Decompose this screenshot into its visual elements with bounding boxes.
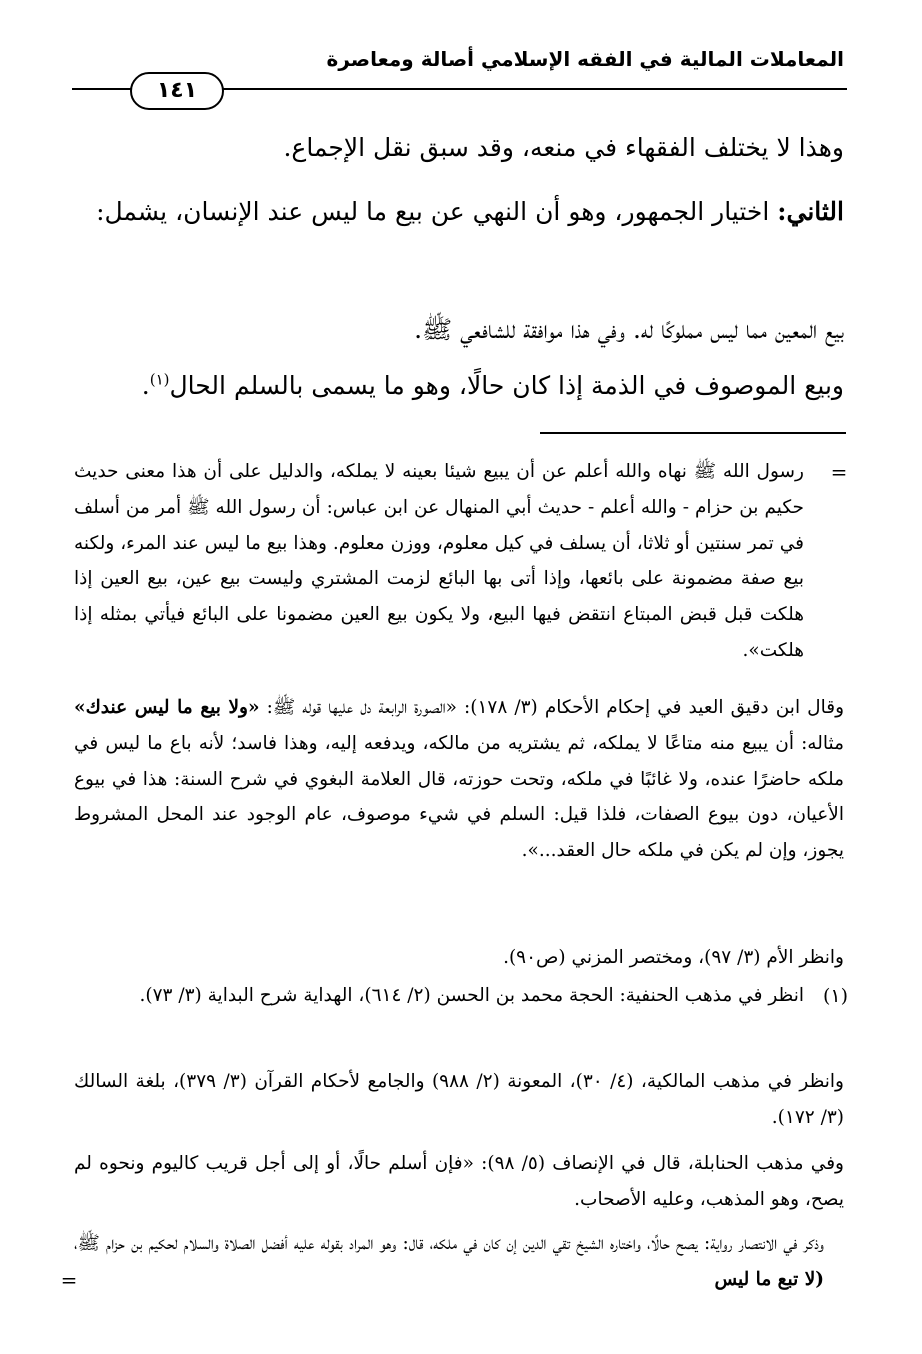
footnote-1-hanafi: انظر في مذهب الحنفية: الحجة محمد بن الحسن (٢/ ٦١٤)، الهداية شرح البداية (٣/ ٧٣).: [139, 985, 804, 1006]
hadith-quote: «ولا بيع ما ليس عندك»: [74, 697, 260, 718]
paragraph-text: اختيار الجمهور، وهو أن النهي عن بيع ما ليس عند الإنسان، يشمل:: [96, 197, 778, 226]
footnote-1-hanbali: وفي مذهب الحنابلة، قال في الإنصاف (٥/ ٩٨): «فإن أسلم حالًا، أو إلى أجل قريب كاليوم ونحوه لم يصح، وهو المذهب، وعليه الأصحاب.: [74, 1153, 844, 1210]
main-paragraph-3: بيع المعين مما ليس مملوكًا له. وفي هذا موافقة للشافعي ﷺ.: [414, 315, 844, 344]
running-head-title: المعاملات المالية في الفقه الإسلامي أصالة ومعاصرة: [326, 47, 844, 71]
continuation-mark: =: [830, 460, 848, 484]
paragraph-period: .: [141, 371, 150, 400]
footnote-text: مثاله: أن يبيع منه متاعًا لا يملكه، ثم يشتريه من مالكه، ويدفعه إليه، وهذا فاسد؛ لأنه باع ما ليس في ملكه حاضرًا عنده، ولا غائبًا في ملكه، وتحت حوزته، قال العلامة البغوي في شرح السنة: هذا في بيوع الأعيان، دون بيوع الصفات، فلذا قيل: السلم في شيء موصوف، عام الوجود عند المحل المشروط يجوز، وإن لم يكن في ملكه حال العقد...».: [74, 732, 844, 862]
main-paragraph-4: [74, 370, 844, 402]
footnote-text: وقال ابن دقيق العيد في إحكام الأحكام (٣/ ١٧٨): «الصورة الرابعة دل عليها قوله ﷺ:: [266, 697, 844, 718]
footnote-separator: [540, 432, 846, 434]
footnote-reference[interactable]: (١): [149, 370, 170, 389]
footnote-ibn-daqiq: [74, 690, 844, 869]
continuation-mark: =: [60, 1268, 78, 1292]
footnote-continuation: رسول الله ﷺ نهاه والله أعلم عن أن يبيع شيئا بعينه لا يملكه، والدليل على أن هذا معنى حديث حكيم بن حزام - والله أعلم - حديث أبي المنهال عن ابن عباس: أن رسول الله ﷺ أمر من أسلف في تمر سنتين أو ثلاثا، أن يسلف في كيل معلوم، ووزن معلوم. وهذا بيع ما ليس عند المرء، ولكنه بيع صفة مضمونة على بائعها، وإذا أتى بها البائع لزمت المشتري وليست بيع عين، بيع العين إذا هلكت قبل قبض المبتاع انتقض فيها البيع، ولا يكون بيع العين مضمونا على البائع فيأتي بمثله إذا هلكت».: [74, 461, 804, 661]
page-number: ١٤١: [130, 72, 224, 110]
footnote-1-maliki: وانظر في مذهب المالكية، (٤/ ٣٠)، المعونة (٢/ ٩٨٨) والجامع لأحكام القرآن (٣/ ٣٧٩)، بلغة السالك (٣/ ١٧٢).: [74, 1071, 844, 1128]
hadith-quote: (لا تبع ما ليس: [714, 1268, 824, 1290]
footnote-number: (١): [822, 985, 848, 1007]
paragraph-lead: الثاني:: [777, 197, 844, 226]
footnote-1-intisar: [74, 1226, 824, 1298]
main-paragraph-2: [74, 196, 844, 228]
main-paragraph-1: وهذا لا يختلف الفقهاء في منعه، وقد سبق نقل الإجماع.: [283, 133, 844, 162]
footnote-see-umm: وانظر الأم (٣/ ٩٧)، ومختصر المزني (ص٩٠).: [503, 947, 844, 968]
paragraph-text: وبيع الموصوف في الذمة إذا كان حالًا، وهو ما يسمى بالسلم الحال: [169, 371, 844, 400]
footnote-text: وذكر في الانتصار رواية: يصح حالًا، واختاره الشيخ تقي الدين إن كان في ملكه، قال: وهو المراد بقوله عليه أفضل الصلاة والسلام لحكيم بن حزام ﷺ،: [74, 1233, 824, 1254]
